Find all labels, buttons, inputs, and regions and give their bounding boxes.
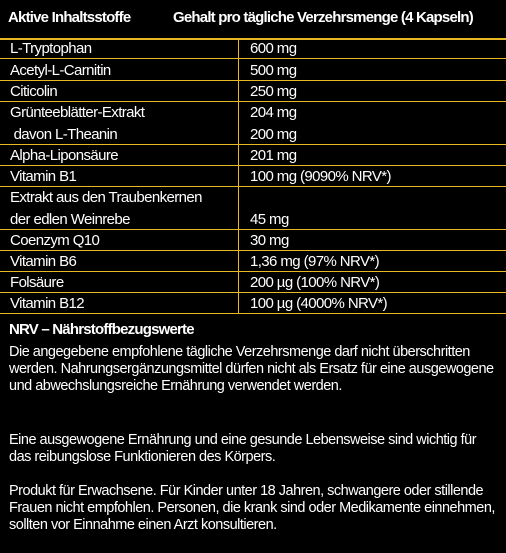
ingredient-name: Vitamin B6: [10, 253, 77, 270]
healthy-lifestyle-text: Eine ausgewogene Ernährung und eine gesunde Lebensweise sind wichtig für das reibungslose Funktionieren des Körpers.: [9, 432, 477, 465]
ingredient-name: Coenzym Q10: [10, 232, 100, 249]
ingredient-amount: 250 mg: [250, 83, 297, 100]
ingredient-amount: 600 mg: [250, 40, 297, 57]
table-header: [0, 0, 506, 40]
header-ingredients: Aktive Inhaltsstoffe: [8, 9, 131, 26]
table-row: [0, 82, 506, 102]
ingredient-amount: 204 mg: [250, 104, 297, 121]
ingredient-name: Citicolin: [10, 83, 58, 100]
ingredient-subamount: 200 mg: [250, 126, 297, 143]
table-row: [0, 252, 506, 272]
ingredient-name: Acetyl-L-Carnitin: [10, 62, 111, 79]
table-row: [0, 294, 506, 314]
ingredient-amount: 500 mg: [250, 62, 297, 79]
ingredient-subname: davon L-Theanin: [10, 126, 118, 143]
ingredient-amount: 200 µg (100% NRV*): [250, 274, 380, 291]
table-row: [0, 40, 506, 59]
ingredient-name: Folsäure: [10, 274, 64, 291]
table-row: [0, 146, 506, 166]
ingredient-name: Extrakt aus den Traubenkernen: [10, 189, 202, 206]
ingredient-amount: 30 mg: [250, 232, 289, 249]
dosage-warning-text: Die angegebene empfohlene tägliche Verzehrsmenge darf nicht überschritten werden. Nahrungsergänzungsmittel dürfen nicht als Ersatz für eine ausgewogene und abwechslungsreiche Ernährung verwendet werden.: [9, 344, 494, 394]
ingredient-amount: 45 mg: [250, 211, 289, 228]
ingredient-name: Vitamin B12: [10, 295, 85, 312]
ingredient-name: Grünteeblätter-Extrakt: [10, 104, 145, 121]
ingredient-amount: 201 mg: [250, 147, 297, 164]
ingredient-name: L-Tryptophan: [10, 40, 92, 57]
table-row: [0, 231, 506, 251]
ingredient-name: Alpha-Liponsäure: [10, 147, 118, 164]
ingredient-amount: 100 mg (9090% NRV*): [250, 168, 391, 185]
table-row: [0, 103, 506, 145]
ingredient-amount: 1,36 mg (97% NRV*): [250, 253, 379, 270]
ingredient-name: Vitamin B1: [10, 168, 77, 185]
target-group-warning-text: Produkt für Erwachsene. Für Kinder unter 18 Jahren, schwangere oder stillende Frauen nicht empfohlen. Personen, die krank sind oder Medikamente einnehmen, sollten vor Einnahme einen Arzt konsultieren.: [9, 483, 495, 533]
table-row: [0, 273, 506, 293]
table-row: [0, 188, 506, 230]
table-row: [0, 60, 506, 81]
nrv-heading: NRV – Nährstoffbezugswerte: [9, 321, 194, 338]
header-amount: Gehalt pro tägliche Verzehrsmenge (4 Kapseln): [173, 9, 473, 26]
ingredient-amount: 100 µg (4000% NRV*): [250, 295, 388, 312]
ingredient-name-line2: der edlen Weinrebe: [10, 211, 130, 228]
table-row: [0, 167, 506, 187]
